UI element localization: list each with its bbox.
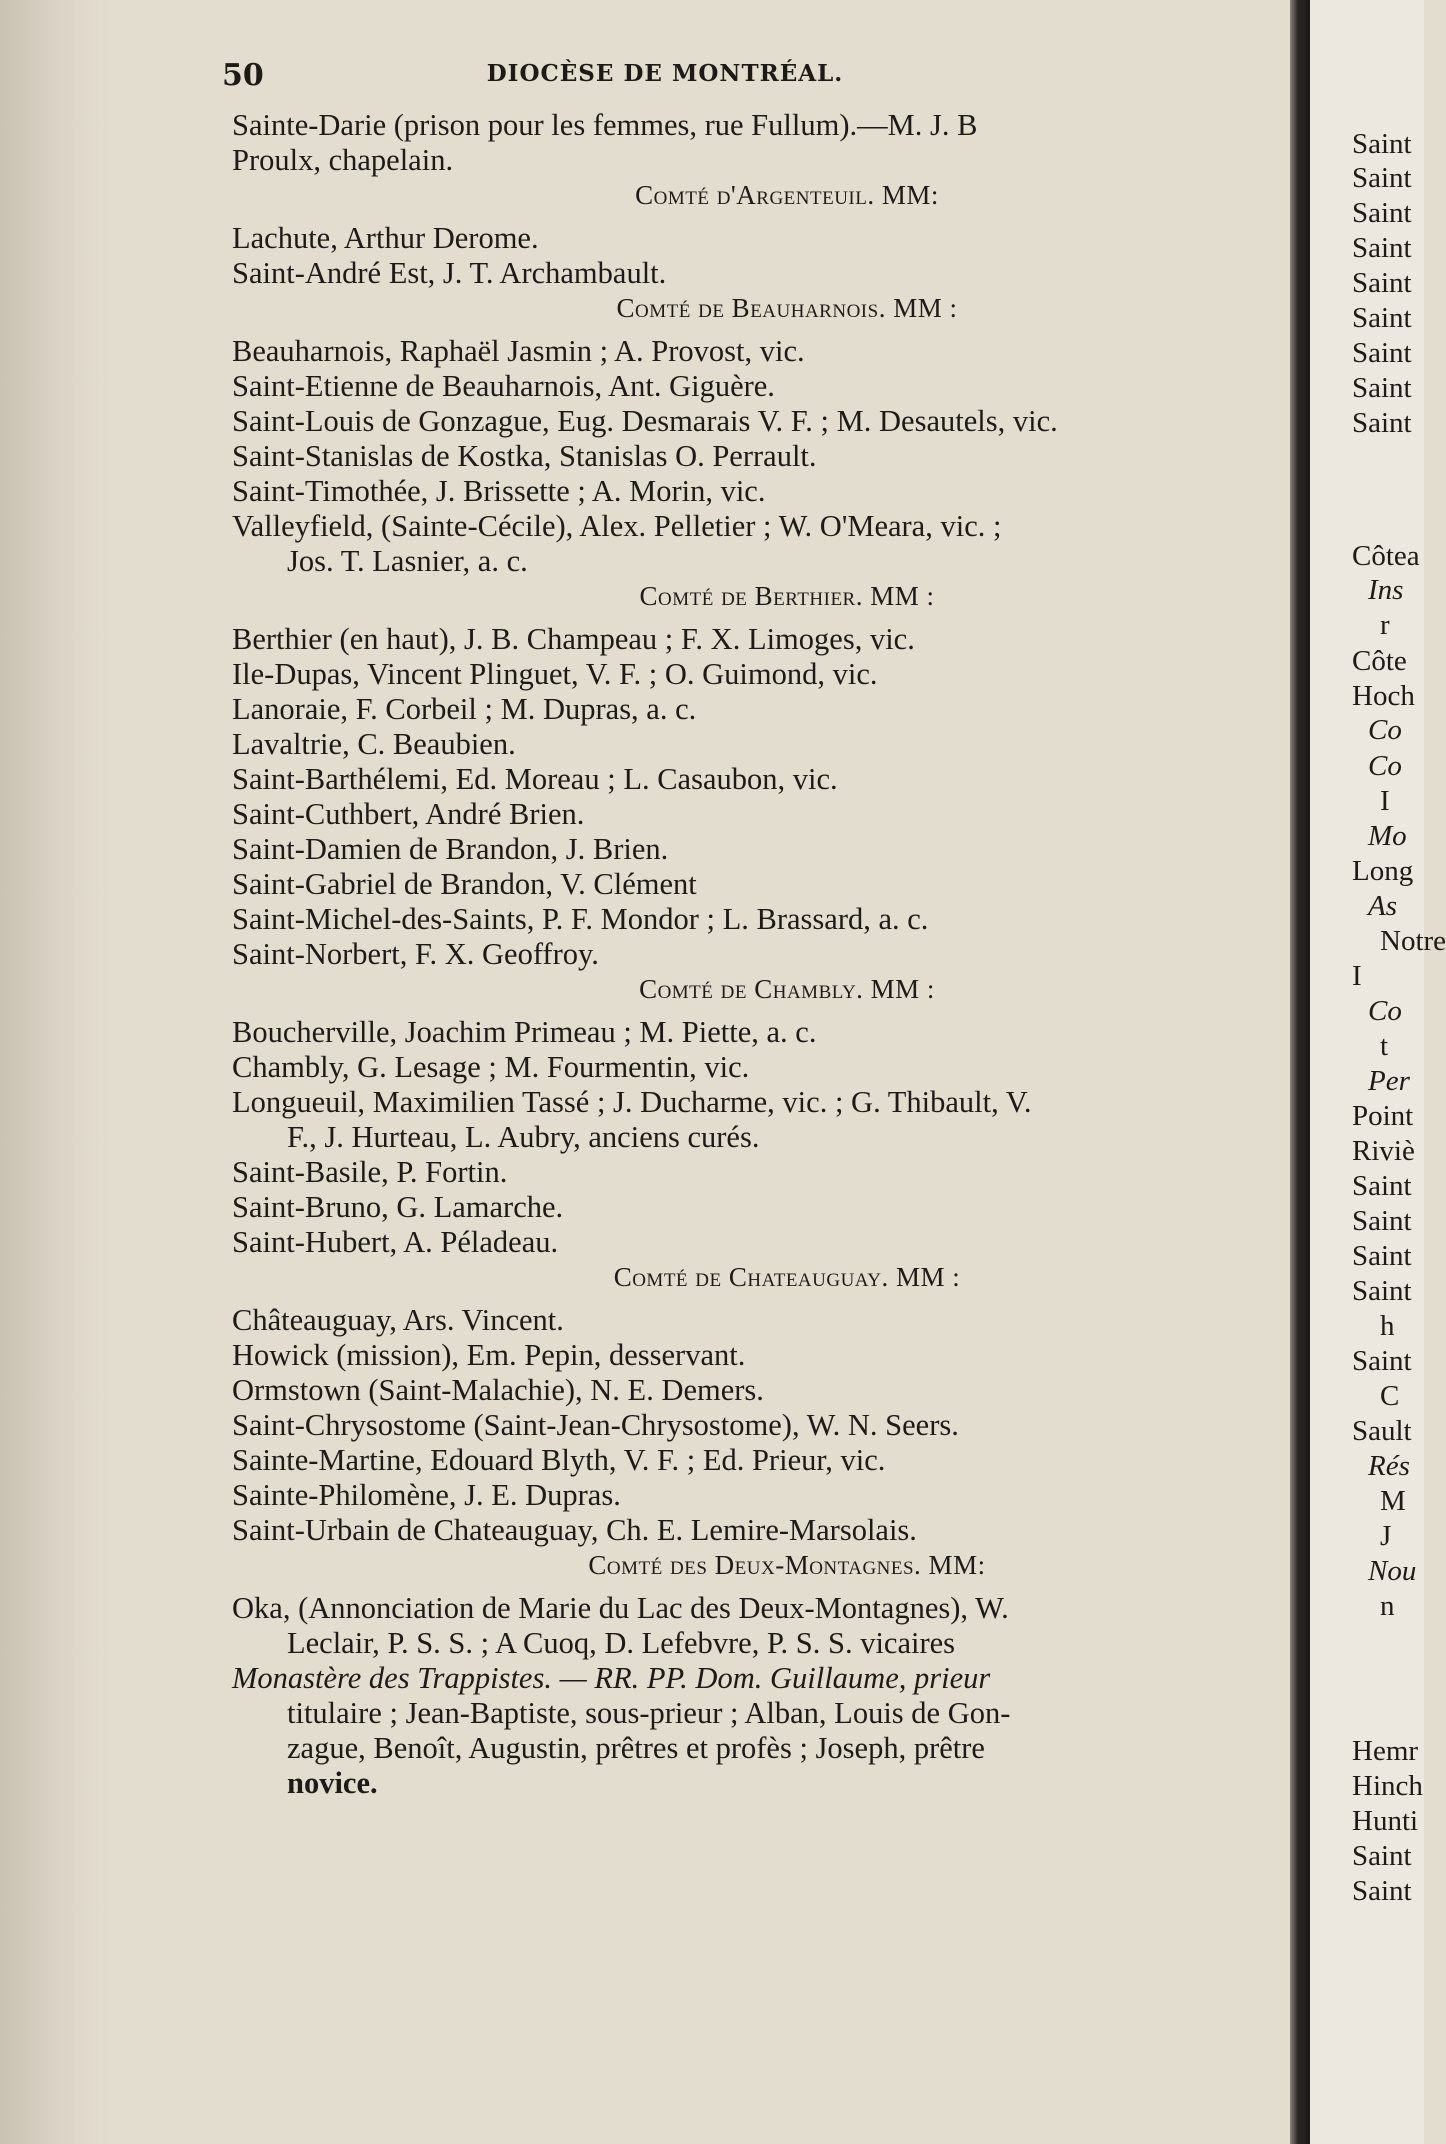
facing-page-fragment: Hinch — [1352, 1770, 1423, 1802]
facing-page-fragment: Hunti — [1352, 1805, 1419, 1837]
parish-entry: Longueuil, Maximilien Tassé ; J. Ducharme, vic. ; G. Thibault, V. — [232, 1085, 1032, 1119]
facing-page-fragment: Long — [1352, 855, 1414, 887]
facing-page-fragment: I — [1352, 960, 1362, 992]
intro-line: Sainte-Darie (prison pour les femmes, rue Fullum).—M. J. B — [232, 108, 978, 142]
facing-page-fragment: Saint — [1352, 1170, 1412, 1202]
parish-entry: Saint-Stanislas de Kostka, Stanislas O. Perrault. — [232, 439, 817, 473]
facing-page-fragment: Côtea — [1352, 540, 1420, 572]
parish-entry: Boucherville, Joachim Primeau ; M. Piette, a. c. — [232, 1015, 817, 1049]
facing-page-fragment: Co — [1368, 750, 1402, 782]
facing-page-fragment: Côte — [1352, 645, 1407, 677]
parish-entry-continuation: novice. — [287, 1766, 378, 1800]
county-heading: Comté des Deux-Montagnes. MM: — [588, 1550, 986, 1580]
parish-entry: Valleyfield, (Sainte-Cécile), Alex. Pelletier ; W. O'Meara, vic. ; — [232, 509, 1002, 543]
facing-page-fragment: M — [1380, 1485, 1406, 1517]
facing-page-fragment: Sault — [1352, 1415, 1412, 1447]
facing-page-fragment: Riviè — [1352, 1135, 1415, 1167]
page-edge-shadow — [0, 0, 110, 2144]
parish-entry-continuation: Jos. T. Lasnier, a. c. — [287, 544, 528, 578]
intro-line: Proulx, chapelain. — [232, 143, 454, 177]
facing-page-fragment: Saint — [1352, 302, 1412, 334]
parish-entry: Saint-Cuthbert, André Brien. — [232, 797, 585, 831]
parish-entry: Châteauguay, Ars. Vincent. — [232, 1303, 564, 1337]
facing-page-fragment: Point — [1352, 1100, 1414, 1132]
parish-entry: Saint-Gabriel de Brandon, V. Clément — [232, 867, 697, 901]
page-body — [232, 108, 1272, 1801]
parish-entry: Howick (mission), Em. Pepin, desservant. — [232, 1338, 746, 1372]
facing-page-fragment: Rés — [1368, 1450, 1410, 1482]
facing-page-fragment: n — [1380, 1590, 1395, 1622]
parish-entry: Saint-Damien de Brandon, J. Brien. — [232, 832, 669, 866]
parish-entry: Saint-André Est, J. T. Archambault. — [232, 256, 667, 290]
facing-page-fragment: Saint — [1352, 1240, 1412, 1272]
facing-page-fragment: Co — [1368, 995, 1402, 1027]
facing-page-fragment: J — [1380, 1520, 1392, 1552]
facing-page-edge — [1310, 0, 1446, 2144]
parish-entry: Saint-Timothée, J. Brissette ; A. Morin, vic. — [232, 474, 766, 508]
parish-entry: Saint-Urbain de Chateauguay, Ch. E. Lemire-Marsolais. — [232, 1513, 917, 1547]
parish-entry: Sainte-Martine, Edouard Blyth, V. F. ; Ed. Prieur, vic. — [232, 1443, 886, 1477]
facing-page-fragment: I — [1380, 785, 1390, 817]
facing-page-fragment: Saint — [1352, 372, 1412, 404]
facing-page-fragment: Saint — [1352, 1345, 1412, 1377]
facing-page-fragment: Saint — [1352, 1840, 1412, 1872]
parish-entry: Ormstown (Saint-Malachie), N. E. Demers. — [232, 1373, 764, 1407]
county-heading: Comté de Chambly. MM : — [639, 974, 935, 1004]
facing-page-fragment: Hoch — [1352, 680, 1415, 712]
parish-entry: Ile-Dupas, Vincent Plinguet, V. F. ; O. Guimond, vic. — [232, 657, 878, 691]
facing-page-fragment: Saint — [1352, 197, 1412, 229]
facing-page-fragment: Saint — [1352, 1205, 1412, 1237]
parish-entry: Chambly, G. Lesage ; M. Fourmentin, vic. — [232, 1050, 750, 1084]
parish-entry: Lavaltrie, C. Beaubien. — [232, 727, 516, 761]
facing-page-fragment: t — [1380, 1030, 1389, 1062]
parish-entry: Berthier (en haut), J. B. Champeau ; F. X. Limoges, vic. — [232, 622, 915, 656]
parish-entry-continuation: zague, Benoît, Augustin, prêtres et profès ; Joseph, prêtre — [287, 1731, 985, 1765]
facing-page-fragment: Co — [1368, 714, 1402, 746]
facing-page-fragment: Saint — [1352, 232, 1412, 264]
page-number: 50 — [222, 58, 264, 93]
parish-entry: Saint-Hubert, A. Péladeau. — [232, 1225, 559, 1259]
facing-page-fragment: Saint — [1352, 407, 1412, 439]
facing-page-fragment: C — [1380, 1380, 1400, 1412]
facing-page-fragment: Notre — [1380, 925, 1446, 957]
county-heading: Comté d'Argenteuil. MM: — [635, 180, 939, 210]
facing-page-fragment: Saint — [1352, 337, 1412, 369]
facing-page-fragment: As — [1368, 890, 1397, 922]
parish-entry: Sainte-Philomène, J. E. Dupras. — [232, 1478, 621, 1512]
facing-page-fragment: Mo — [1368, 820, 1407, 852]
page-header — [0, 48, 1290, 93]
monastery-entry: Monastère des Trappistes. — RR. PP. Dom. Guillaume, prieur — [232, 1661, 991, 1695]
facing-page-fragment: Saint — [1352, 1875, 1412, 1907]
facing-page-fragment: Nou — [1368, 1555, 1417, 1587]
parish-entry: Beauharnois, Raphaël Jasmin ; A. Provost, vic. — [232, 334, 805, 368]
facing-page-fragment: Saint — [1352, 128, 1412, 160]
facing-page-fragment: Saint — [1352, 162, 1412, 194]
facing-page-fragment: Saint — [1352, 267, 1412, 299]
parish-entry: Saint-Barthélemi, Ed. Moreau ; L. Casaubon, vic. — [232, 762, 838, 796]
county-heading: Comté de Beauharnois. MM : — [616, 293, 958, 323]
parish-entry: Lachute, Arthur Derome. — [232, 221, 539, 255]
facing-page-fragment: Saint — [1352, 1275, 1412, 1307]
running-title: DIOCÈSE DE MONTRÉAL. — [486, 60, 844, 87]
facing-page-fragment: Ins — [1368, 574, 1404, 606]
parish-entry: Saint-Chrysostome (Saint-Jean-Chrysostome), W. N. Seers. — [232, 1408, 959, 1442]
book-gutter — [1290, 0, 1310, 2144]
parish-entry-continuation: F., J. Hurteau, L. Aubry, anciens curés. — [287, 1120, 760, 1154]
parish-entry: Saint-Basile, P. Fortin. — [232, 1155, 508, 1189]
parish-entry-continuation: Leclair, P. S. S. ; A Cuoq, D. Lefebvre, P. S. S. vicaires — [287, 1626, 956, 1660]
parish-entry: Oka, (Annonciation de Marie du Lac des Deux-Montagnes), W. — [232, 1591, 1009, 1625]
parish-entry: Lanoraie, F. Corbeil ; M. Dupras, a. c. — [232, 692, 697, 726]
facing-page-fragment: h — [1380, 1310, 1395, 1342]
parish-entry-continuation: titulaire ; Jean-Baptiste, sous-prieur ; Alban, Louis de Gon- — [287, 1696, 1011, 1730]
parish-entry: Saint-Norbert, F. X. Geoffroy. — [232, 937, 599, 971]
county-heading: Comté de Chateauguay. MM : — [613, 1262, 961, 1292]
parish-entry: Saint-Louis de Gonzague, Eug. Desmarais V. F. ; M. Desautels, vic. — [232, 404, 1058, 438]
facing-page-fragment: Per — [1368, 1065, 1410, 1097]
parish-entry: Saint-Bruno, G. Lamarche. — [232, 1190, 564, 1224]
parish-entry: Saint-Michel-des-Saints, P. F. Mondor ; L. Brassard, a. c. — [232, 902, 929, 936]
facing-page-fragment: r — [1380, 609, 1390, 641]
county-heading: Comté de Berthier. MM : — [639, 581, 935, 611]
facing-page-fragment: Hemr — [1352, 1735, 1419, 1767]
parish-entry: Saint-Etienne de Beauharnois, Ant. Giguère. — [232, 369, 775, 403]
